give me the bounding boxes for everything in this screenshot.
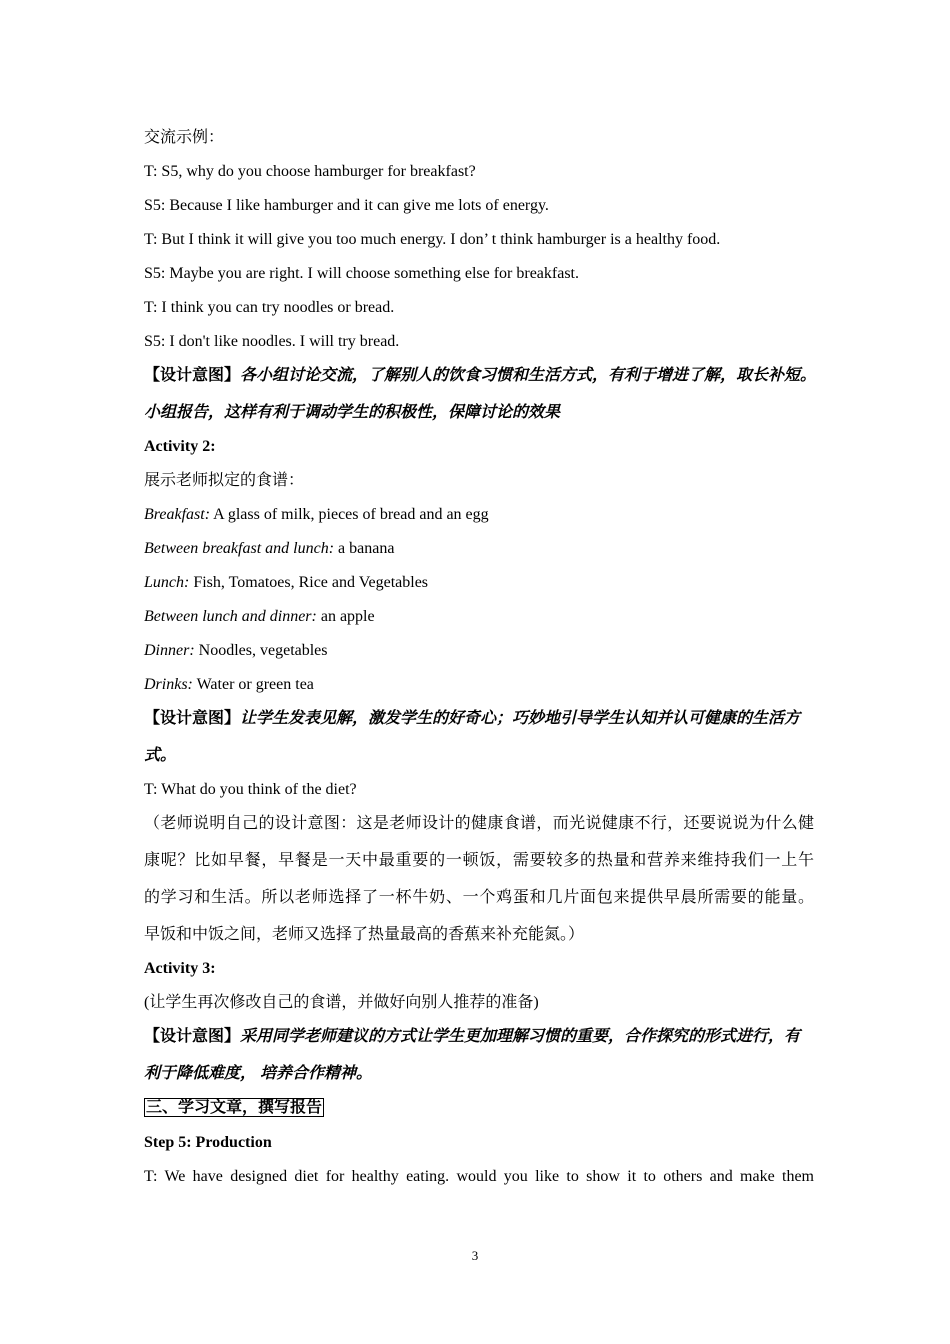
menu-item-value: an apple [316, 608, 375, 625]
section-3-heading: 三、学习文章，撰写报告 [146, 1099, 323, 1116]
menu-item-label: Lunch: [144, 574, 190, 591]
menu-item-afternoon-snack [144, 607, 814, 627]
design-intent-label: 【设计意图】 [144, 367, 241, 384]
design-intent-label: 【设计意图】 [144, 710, 241, 727]
menu-item-label: Breakfast: [144, 506, 211, 523]
menu-item-label: Between lunch and dinner: [144, 608, 317, 625]
page-number: 3 [471, 1248, 479, 1263]
dialogue-line: T: I think you can try noodles or bread. [144, 299, 395, 316]
menu-item-lunch [144, 573, 814, 593]
teacher-note-line: 早饭和中饭之间，老师又选择了热量最高的香蕉来补充能氮。） [144, 926, 585, 943]
design-intent-2 [144, 709, 814, 729]
menu-item-label: Between breakfast and lunch: [144, 540, 335, 557]
design-intent-2-continued: 式。 [144, 747, 177, 764]
menu-item-value: Noodles, vegetables [194, 642, 328, 659]
design-intent-label: 【设计意图】 [144, 1028, 241, 1045]
menu-item-morning-snack [144, 539, 814, 559]
menu-item-label: Drinks: [144, 676, 193, 693]
dialogue-line: S5: I don't like noodles. I will try bread. [144, 333, 400, 350]
activity-2-intro: 展示老师拟定的食谱： [144, 472, 305, 489]
teacher-question: T: What do you think of the diet? [144, 781, 357, 798]
teacher-note-line: （老师说明自己的设计意图：这是老师设计的健康食谱，而光说健康不行，还要说说为什么健 [144, 815, 814, 832]
teacher-note-line: 康呢？比如早餐，早餐是一天中最重要的一顿饭，需要较多的热量和营养来维持我们一上午 [144, 852, 814, 869]
teacher-note-line: 的学习和生活。所以老师选择了一杯牛奶、一个鸡蛋和几片面包来提供早晨所需要的能量。 [144, 889, 814, 906]
step-5-text: T: We have designed diet for healthy eating. would you like to show it to others and make them [144, 1168, 814, 1185]
design-intent-1-continued: 小组报告，这样有利于调动学生的积极性，保障讨论的效果 [144, 404, 561, 421]
dialogue-line: S5: Maybe you are right. I will choose something else for breakfast. [144, 265, 579, 282]
design-intent-text: 采用同学老师建议的方式让学生更加理解习惯的重要，合作探究的形式进行，有 [240, 1028, 801, 1045]
menu-item-value: a banana [334, 540, 395, 557]
menu-item-dinner [144, 641, 814, 661]
design-intent-text: 各小组讨论交流，了解别人的饮食习惯和生活方式，有利于增进了解，取长补短。 [240, 367, 817, 384]
design-intent-text: 让学生发表见解，激发学生的好奇心；巧妙地引导学生认知并认可健康的生活方 [240, 710, 801, 727]
menu-item-drinks [144, 675, 814, 695]
menu-item-value: Fish, Tomatoes, Rice and Vegetables [189, 574, 429, 591]
activity-3-note: (让学生再次修改自己的食谱，并做好向别人推荐的准备) [144, 994, 539, 1011]
design-intent-1 [144, 366, 817, 386]
dialogue-line: S5: Because I like hamburger and it can give me lots of energy. [144, 197, 549, 214]
dialogue-line: T: But I think it will give you too much energy. I don’ t think hamburger is a healthy food. [144, 231, 721, 248]
dialogue-heading: 交流示例： [144, 129, 225, 146]
design-intent-3 [144, 1027, 814, 1047]
activity-3-title: Activity 3: [144, 960, 216, 977]
activity-2-title: Activity 2: [144, 438, 216, 455]
design-intent-3-continued: 利于降低难度， 培养合作精神。 [144, 1065, 373, 1082]
menu-item-value: A glass of milk, pieces of bread and an egg [210, 506, 489, 523]
menu-item-label: Dinner: [144, 642, 195, 659]
dialogue-line: T: S5, why do you choose hamburger for breakfast? [144, 163, 476, 180]
menu-item-breakfast [144, 505, 814, 525]
step-5-title: Step 5: Production [144, 1134, 272, 1151]
menu-item-value: Water or green tea [192, 676, 314, 693]
section-heading [144, 1098, 814, 1118]
